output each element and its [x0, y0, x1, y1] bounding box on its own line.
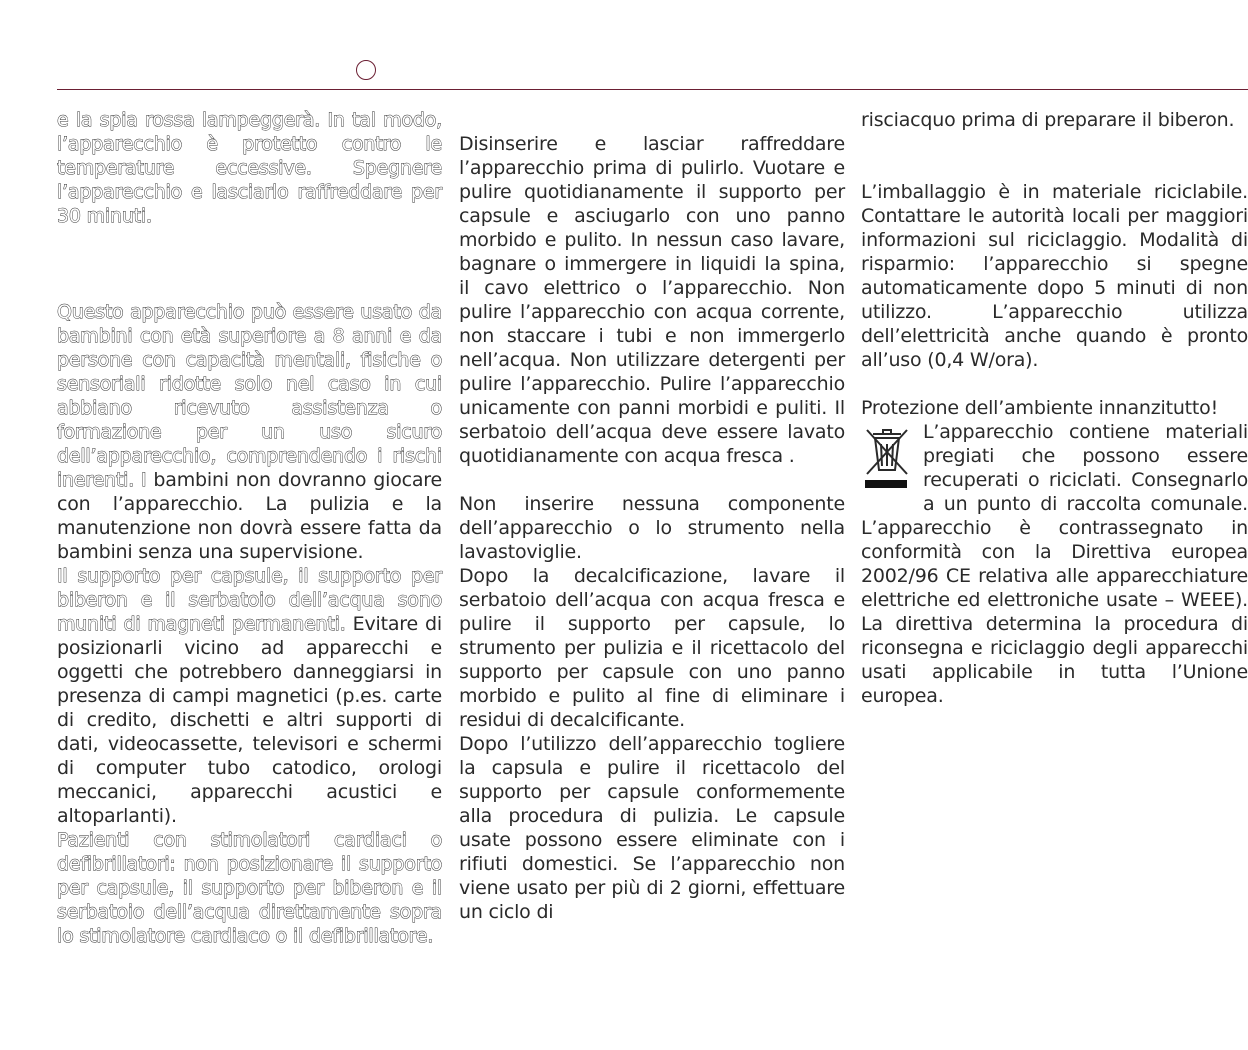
paragraph-pacemaker: Pazienti con stimolatori cardiaci o defibrillatori: non posizionare il supporto per capsule, il supporto per biberon e il serbatoio dell’acqua direttamente sopra lo stimolatore cardiaco o il defibrillatore.: [57, 829, 442, 947]
column-right: [861, 108, 1248, 708]
paragraph-overheat: e la spia rossa lampeggerà. In tal modo, l’apparecchio è protetto contro le temperature eccessive. Spegnere l’apparecchio e lasciarlo raffreddare per 30 minuti.: [57, 109, 442, 227]
weee-block: [861, 420, 1248, 708]
paragraph-magnets: [57, 564, 442, 828]
children-warning-solid: bambini non dovranno giocare con l’apparecchio. La pulizia e la manutenzione non dovrà essere fatta da bambini senza una supervisione.: [57, 469, 442, 563]
paragraph-dishwasher: Non inserire nessuna componente dell’apparecchio o lo strumento nella lavastoviglie.: [459, 493, 845, 563]
paragraph-after-use: Dopo l’utilizzo dell’apparecchio togliere la capsula e pulire il ricettacolo del supporto per capsule conformemente alla procedura di pulizia. Le capsule usate possono essere eliminate con i rifiuti domestici. Se l’apparecchio non viene usato per più di 2 giorni, effettuare un ciclo di: [459, 733, 845, 923]
column-left: [57, 108, 442, 948]
paragraph-cleaning: Disinserire e lasciar raffreddare l’apparecchio prima di pulirlo. Vuotare e pulire quotidianamente il supporto per capsule e asciugarlo con uno panno morbido e pulito. In nessun caso lavare, bagnare o immergere in liquidi la spina, il cavo elettrico o l’apparecchio. Non pulire l’apparecchio con acqua corrente, non staccare i tubi e non immergerlo nell’acqua. Non utilizzare detergenti per pulire l’apparecchio. Pulire l’apparecchio unicamente con panni morbidi e puliti. Il serbatoio dell’acqua deve essere lavato quotidianamente con acqua fresca .: [459, 133, 845, 467]
paragraph-rinse: risciacquo prima di preparare il biberon.: [861, 109, 1235, 131]
paragraph-decalcification: Dopo la decalcificazione, lavare il serbatoio dell’acqua con acqua fresca e pulire il supporto per capsule, lo strumento per pulizia e il ricettacolo del supporto per capsule con uno panno morbido e pulito al fine di eliminare i residui di decalcificante.: [459, 565, 845, 731]
header-circle-marker-icon: [356, 60, 376, 80]
crossed-out-bin-icon: [861, 424, 913, 494]
paragraph-environment-heading: Protezione dell’ambiente innanzitutto!: [861, 397, 1219, 419]
magnets-outline: Il supporto per capsule, il supporto per biberon e il serbatoio dell’acqua sono muniti di magneti permanenti.: [57, 565, 442, 635]
magnets-solid: Evitare di posizionarli vicino ad apparecchi e oggetti che potrebbero danneggiarsi in presenza di campi magnetici (p.es. carte di credito, dischetti e altri supporti di dati, videocassette, televisori e schermi di computer tubo catodico, orologi meccanici, apparecchi acustici e altoparlanti).: [57, 613, 442, 827]
paragraph-children-warning: [57, 300, 442, 564]
paragraph-weee: L’apparecchio contiene materiali pregiati che possono essere recuperati o riciclati. Consegnarlo a un punto di raccolta comunale. L’apparecchio è contrassegnato in conformità con la Direttiva europea 2002/96 CE relativa alle apparecchiature elettriche ed elettroniche usate – WEEE). La direttiva determina la procedura di riconsegna e riciclaggio degli apparecchi usati applicabile in tutta l’Unione europea.: [861, 421, 1248, 707]
column-middle: [459, 108, 845, 924]
header-rule: [57, 89, 1248, 90]
children-warning-outline: Questo apparecchio può essere usato da bambini con età superiore a 8 anni e da persone con capacità mentali, fisiche o sensoriali ridotte solo nel caso in cui abbiano ricevuto assistenza o formazione per un uso sicuro dell’apparecchio, comprendendo i rischi inerenti. I: [57, 301, 442, 491]
paragraph-packaging: L’imballaggio è in materiale riciclabile. Contattare le autorità locali per maggiori informazioni sul riciclaggio. Modalità di risparmio: l’apparecchio si spegne automaticamente dopo 5 minuti di non utilizzo. L’apparecchio utilizza dell’elettricità anche quando è pronto all’uso (0,4 W/ora).: [861, 181, 1248, 371]
